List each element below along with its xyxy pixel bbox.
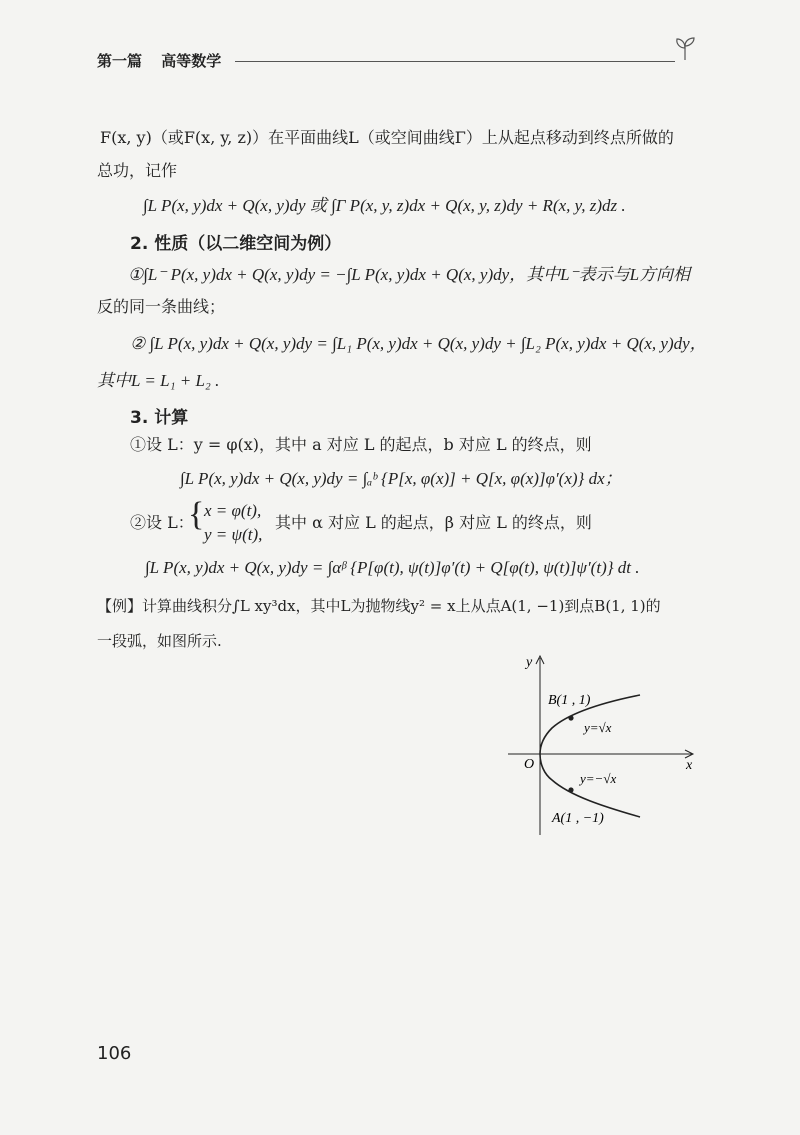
sprout-icon (670, 32, 702, 64)
point-a-dot (568, 787, 573, 792)
x-axis-label: x (686, 758, 693, 773)
example-line-1: 【例】计算曲线积分∫L xy³dx，其中L为抛物线y² = x上从点A(1, −1)到点B(1, 1)的 (97, 597, 661, 615)
param-y: y = ψ(t), (204, 525, 263, 544)
header-title: 高等数学 (161, 52, 222, 70)
text-compute-2-tail: 其中 α 对应 L 的起点，β 对应 L 的终点，则 (275, 513, 592, 532)
text-line-property-1-cont: 反的同一条曲线； (97, 297, 226, 316)
running-header (97, 50, 235, 71)
page-number: 106 (97, 1043, 132, 1064)
section-heading-properties: 2. 性质（以二维空间为例） (130, 234, 342, 254)
formula-property-1: ①∫L⁻ P(x, y)dx + Q(x, y)dy = −∫L P(x, y)dx + Q(x, y)dy，其中L⁻表示与L方向相 (128, 265, 691, 284)
lower-curve-label: y=−√x (580, 771, 617, 786)
formula-work-integral: ∫L P(x, y)dx + Q(x, y)dy 或 ∫Γ P(x, y, z)dx + Q(x, y, z)dy + R(x, y, z)dz . (143, 196, 626, 215)
header-rule (235, 61, 675, 62)
point-b-dot (568, 715, 573, 720)
param-x: x = φ(t), (204, 501, 262, 520)
brace: { (188, 496, 205, 533)
formula-compute-1: ∫L P(x, y)dx + Q(x, y)dy = ∫ₐᵇ {P[x, φ(x)] + Q[x, φ(x)]φ′(x)} dx； (180, 469, 622, 488)
origin-label: O (524, 757, 535, 772)
formula-property-2: ② ∫L P(x, y)dx + Q(x, y)dy = ∫L₁ P(x, y)dx + Q(x, y)dy + ∫L₂ P(x, y)dx + Q(x, y)dy， (130, 334, 707, 353)
point-b-label: B(1 , 1) (548, 693, 591, 708)
section-heading-compute: 3. 计算 (130, 408, 189, 428)
text-compute-2-lead: ②设 L： (130, 513, 194, 532)
text-line-property-2-cont: 其中L = L₁ + L₂ . (97, 371, 220, 390)
text-line-1: F(x, y)（或F(x, y, z)）在平面曲线L（或空间曲线Γ）上从起点移动到终点所做的 (100, 128, 674, 147)
y-axis-label: y (526, 655, 533, 670)
point-a-label: A(1 , −1) (552, 811, 604, 826)
parabola-curve (540, 695, 640, 817)
text-line-2: 总功，记作 (97, 161, 178, 180)
parabola-figure (500, 650, 710, 840)
formula-compute-2: ∫L P(x, y)dx + Q(x, y)dy = ∫αᵝ {P[φ(t), ψ(t)]φ′(t) + Q[φ(t), ψ(t)]ψ′(t)} dt . (145, 558, 640, 577)
header-part: 第一篇 (97, 52, 143, 70)
example-line-2: 一段弧，如图所示. (97, 632, 222, 650)
upper-curve-label: y=√x (584, 720, 612, 735)
text-compute-1: ①设 L：y = φ(x)，其中 a 对应 L 的起点，b 对应 L 的终点，则 (130, 435, 592, 454)
